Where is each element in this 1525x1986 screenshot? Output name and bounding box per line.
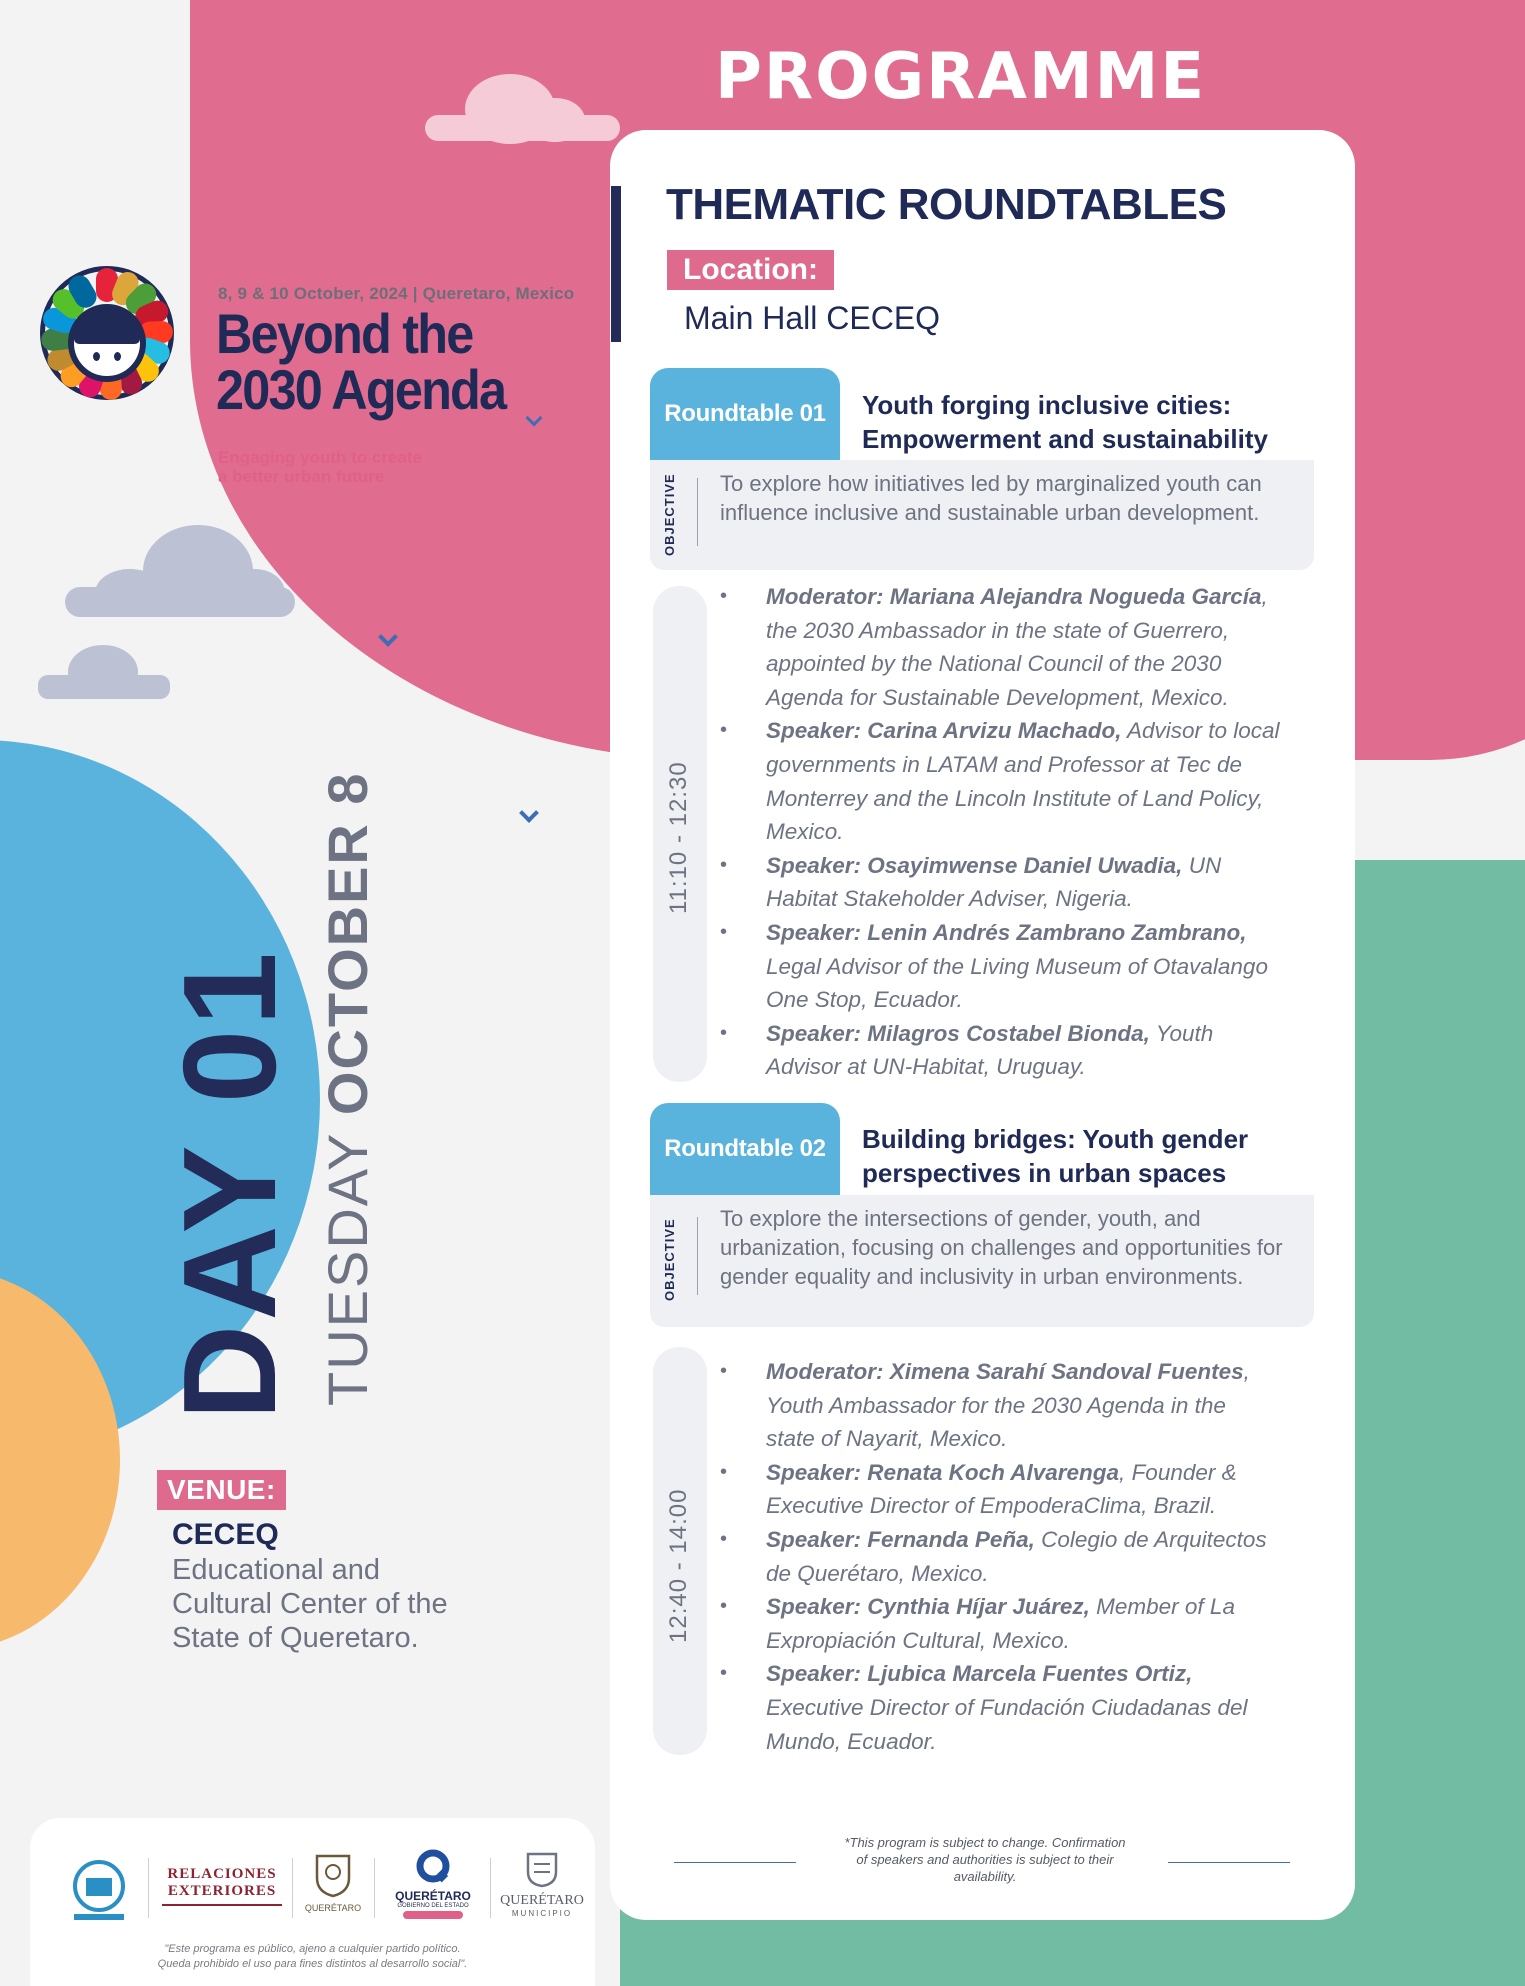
divider-line	[674, 1862, 796, 1863]
list-item: • Speaker: Cynthia Híjar Juárez, Member of La Expropiación Cultural, Mexico.	[720, 1590, 1280, 1657]
chevron-down-icon	[519, 803, 539, 823]
list-item: • Speaker: Osayimwense Daniel Uwadia, UN Habitat Stakeholder Adviser, Nigeria.	[720, 849, 1280, 916]
sponsor-logo-relaciones-exteriores: RELACIONES EXTERIORES	[154, 1866, 290, 1906]
day-date: TUESDAY OCTOBER 8	[316, 771, 379, 1406]
legal-disclaimer: "Este programa es público, ajeno a cualquier partido político. Queda prohibido el uso para fines distintos al desarrollo social".	[157, 1943, 468, 1970]
sponsor-logos	[30, 1818, 595, 1986]
objective-text: To explore how initiatives led by marginalized youth can influence inclusive and sustainable urban development.	[720, 471, 1262, 525]
event-logo	[40, 266, 175, 411]
sponsor-logo-queretaro-municipio: QUERÉTARO MUNICIPIO	[494, 1848, 590, 1918]
location-value: Main Hall CECEQ	[684, 300, 941, 336]
list-item: • Speaker: Carina Arvizu Machado, Advisor to local governments in LATAM and Professor at Tec de Monterrey and the Lincoln Institute of Land Policy, Mexico.	[720, 714, 1280, 848]
list-item: • Speaker: Milagros Costabel Bionda, Youth Advisor at UN-Habitat, Uruguay.	[720, 1017, 1280, 1084]
sponsor-logo-queretaro-gobierno: QUERÉTARO GOBIERNO DEL ESTADO	[380, 1848, 486, 1919]
venue-description: Educational and Cultural Center of the State of Queretaro.	[172, 1554, 448, 1654]
list-item: • Speaker: Ljubica Marcela Fuentes Ortiz, Executive Director of Fundación Ciudadanas del Mundo, Ecuador.	[720, 1657, 1280, 1758]
list-item: • Speaker: Fernanda Peña, Colegio de Arquitectos de Querétaro, Mexico.	[720, 1523, 1280, 1590]
time-slot: 11:10 - 12:30	[653, 586, 707, 1082]
section-accent-bar	[611, 186, 621, 342]
roundtable-tab: Roundtable 02	[650, 1103, 840, 1195]
roundtable-title: Youth forging inclusive cities: Empowerment and sustainability	[862, 390, 1268, 454]
sponsor-logo-emblem	[64, 1858, 134, 1928]
event-tagline: Engaging youth to create a better urban future	[218, 448, 423, 486]
list-item: • Speaker: Renata Koch Alvarenga, Founder & Executive Director of EmpoderaClima, Brazil.	[720, 1456, 1280, 1523]
day-label: DAY 01	[156, 948, 303, 1420]
event-title: Beyond the 2030 Agenda	[216, 302, 506, 421]
list-item: • Speaker: Lenin Andrés Zambrano Zambrano, Legal Advisor of the Living Museum of Otavalango One Stop, Ecuador.	[720, 916, 1280, 1017]
programme-title: PROGRAMME	[715, 40, 1207, 114]
pink-cloud-icon	[425, 60, 620, 138]
list-item: • Moderator: Ximena Sarahí Sandoval Fuentes, Youth Ambassador for the 2030 Agenda in the state of Nayarit, Mexico.	[720, 1355, 1280, 1456]
time-slot: 12:40 - 14:00	[653, 1347, 707, 1755]
list-item: • Moderator: Mariana Alejandra Nogueda García, the 2030 Ambassador in the state of Guerrero, appointed by the National Council of the 2030 Agenda for Sustainable Development, Mexico.	[720, 580, 1280, 714]
speaker-list	[720, 580, 1280, 1084]
venue-label: VENUE:	[157, 1470, 286, 1510]
grey-cloud-icon	[65, 525, 295, 617]
event-dates: 8, 9 & 10 October, 2024 | Queretaro, Mexico	[218, 284, 575, 303]
speaker-list	[720, 1355, 1280, 1758]
section-title: THEMATIC ROUNDTABLES	[666, 180, 1227, 229]
objective-text: To explore the intersections of gender, youth, and urbanization, focusing on challenges and opportunities for gender equality and inclusivity in urban environments.	[720, 1206, 1283, 1289]
divider-line	[1168, 1862, 1290, 1863]
location-label: Location:	[667, 250, 834, 290]
venue-name: CECEQ	[172, 1518, 279, 1551]
programme-note: *This program is subject to change. Confirmation of speakers and authorities is subject to their availability.	[844, 1835, 1126, 1884]
objective-box: OBJECTIVE To explore how initiatives led by marginalized youth can influence inclusive and sustainable urban development.	[650, 460, 1314, 570]
objective-box: OBJECTIVE To explore the intersections of gender, youth, and urbanization, focusing on challenges and opportunities for gender equality and inclusivity in urban environments.	[650, 1195, 1314, 1327]
sponsor-logo-queretaro-shield: QUERÉTARO	[296, 1852, 370, 1913]
small-cloud-icon	[38, 645, 170, 695]
roundtable-tab: Roundtable 01	[650, 368, 840, 460]
roundtable-title: Building bridges: Youth gender perspectives in urban spaces	[862, 1124, 1249, 1188]
